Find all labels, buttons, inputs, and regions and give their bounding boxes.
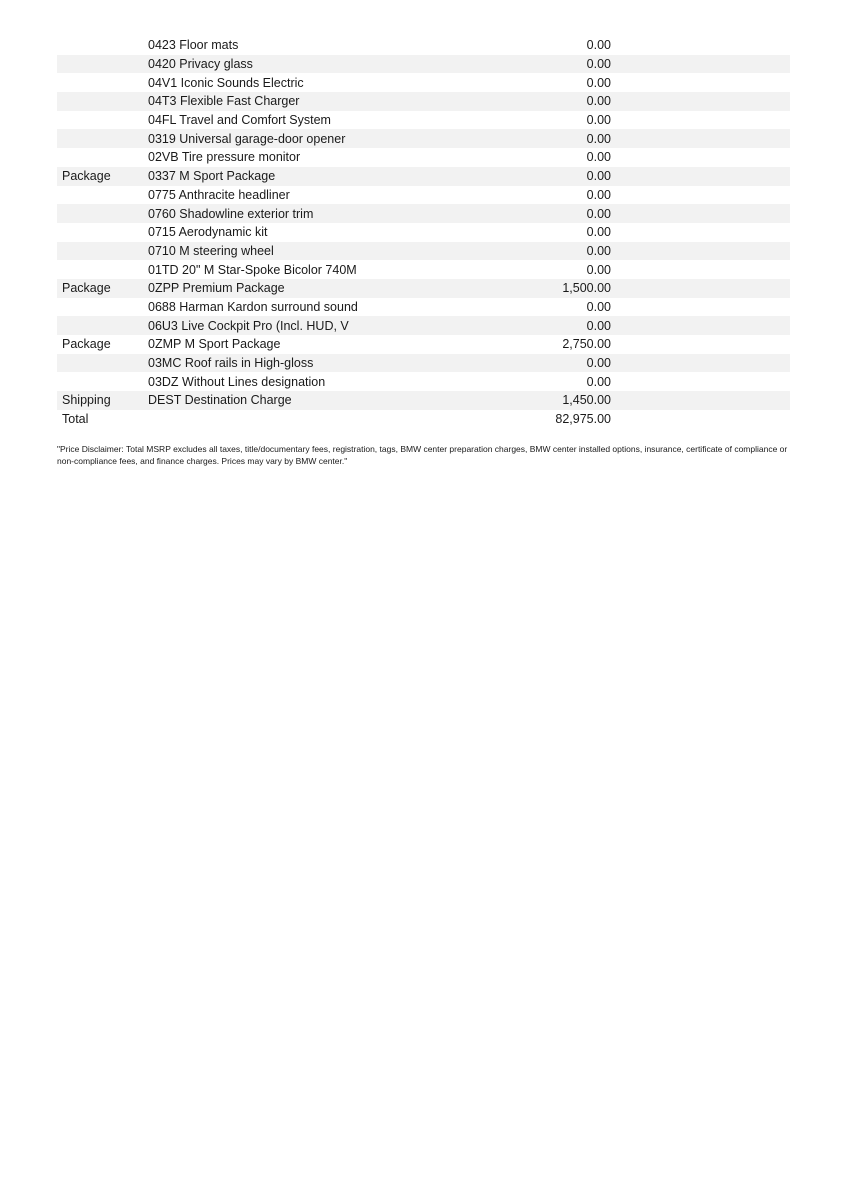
row-price: 0.00	[586, 318, 611, 333]
table-row	[57, 167, 790, 186]
table-row	[57, 223, 790, 242]
row-description: 0337 M Sport Package	[148, 169, 276, 184]
row-description: 0ZMP M Sport Package	[148, 337, 281, 352]
row-description: 0688 Harman Kardon surround sound	[148, 299, 358, 314]
table-row	[57, 129, 790, 148]
row-price: 0.00	[586, 374, 611, 389]
table-row	[57, 354, 790, 373]
table-row	[57, 148, 790, 167]
row-group-label: Package	[62, 337, 111, 352]
row-price: 0.00	[586, 187, 611, 202]
row-description: 0420 Privacy glass	[148, 57, 253, 72]
row-description: DEST Destination Charge	[148, 393, 292, 408]
table-row	[57, 410, 790, 429]
row-price: 0.00	[586, 262, 611, 277]
row-description: 0760 Shadowline exterior trim	[148, 206, 314, 221]
table-row	[57, 335, 790, 354]
row-description: 0423 Floor mats	[148, 38, 239, 53]
options-price-table	[57, 36, 790, 428]
row-price: 0.00	[586, 131, 611, 146]
row-description: 0775 Anthracite headliner	[148, 187, 290, 202]
row-price: 82,975.00	[555, 412, 611, 427]
row-group-label: Shipping	[62, 393, 111, 408]
row-price: 0.00	[586, 150, 611, 165]
price-disclaimer-text: "Price Disclaimer: Total MSRP excludes all taxes, title/documentary fees, registration, tags, BMW center preparation charges, BMW center installed options, insurance, certificate of compliance or non-compliance fees, and finance charges. Prices may vary by BMW center."	[57, 444, 788, 466]
row-description: 01TD 20" M Star-Spoke Bicolor 740M	[148, 262, 357, 277]
table-row	[57, 372, 790, 391]
row-price: 0.00	[586, 206, 611, 221]
table-row	[57, 92, 790, 111]
row-price: 0.00	[586, 243, 611, 258]
table-row	[57, 391, 790, 410]
table-row	[57, 36, 790, 55]
row-description: 02VB Tire pressure monitor	[148, 150, 301, 165]
row-description: 04T3 Flexible Fast Charger	[148, 94, 300, 109]
row-price: 0.00	[586, 225, 611, 240]
row-group-label: Package	[62, 281, 111, 296]
table-row	[57, 316, 790, 335]
row-price: 0.00	[586, 113, 611, 128]
table-row	[57, 186, 790, 205]
table-row	[57, 111, 790, 130]
table-row	[57, 204, 790, 223]
table-row	[57, 55, 790, 74]
row-description: 04FL Travel and Comfort System	[148, 113, 331, 128]
table-row	[57, 298, 790, 317]
row-description: 0710 M steering wheel	[148, 243, 274, 258]
row-price: 1,450.00	[562, 393, 611, 408]
row-price: 0.00	[586, 356, 611, 371]
table-row	[57, 242, 790, 261]
row-price: 1,500.00	[562, 281, 611, 296]
row-price: 0.00	[586, 75, 611, 90]
row-description: 0715 Aerodynamic kit	[148, 225, 268, 240]
row-description: 03DZ Without Lines designation	[148, 374, 326, 389]
row-group-label: Total	[62, 412, 89, 427]
table-row	[57, 260, 790, 279]
row-price: 0.00	[586, 94, 611, 109]
row-description: 06U3 Live Cockpit Pro (Incl. HUD, V	[148, 318, 349, 333]
row-price: 2,750.00	[562, 337, 611, 352]
row-description: 0319 Universal garage-door opener	[148, 131, 346, 146]
row-price: 0.00	[586, 299, 611, 314]
row-group-label: Package	[62, 169, 111, 184]
table-row	[57, 73, 790, 92]
table-row	[57, 279, 790, 298]
row-description: 0ZPP Premium Package	[148, 281, 285, 296]
row-price: 0.00	[586, 57, 611, 72]
row-description: 04V1 Iconic Sounds Electric	[148, 75, 304, 90]
row-price: 0.00	[586, 169, 611, 184]
row-description: 03MC Roof rails in High-gloss	[148, 356, 314, 371]
row-price: 0.00	[586, 38, 611, 53]
